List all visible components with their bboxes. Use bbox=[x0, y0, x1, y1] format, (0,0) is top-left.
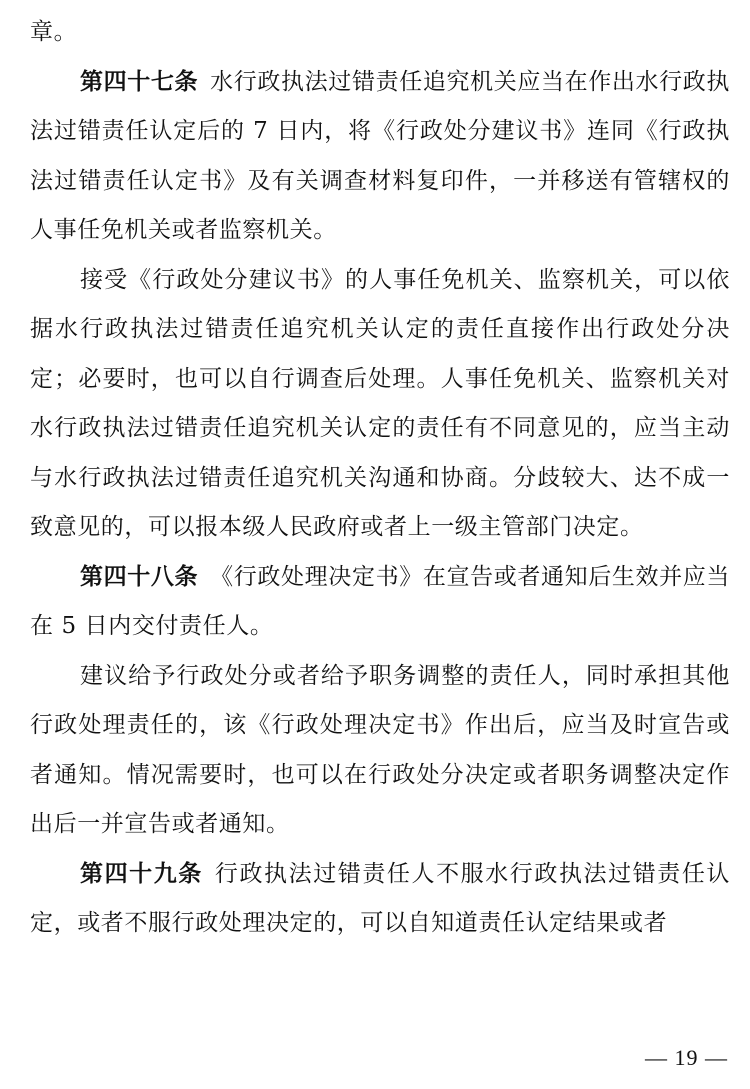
paragraph-text: 行政执法过错责任人不服水行政执法过错责任认定，或者不服行政处理决定的，可以自知道责任认定结果或者 bbox=[30, 860, 731, 936]
article-47-paragraph-2 bbox=[30, 256, 730, 553]
article-48-paragraph-2 bbox=[30, 652, 730, 850]
document-page bbox=[30, 8, 730, 949]
article-label: 第四十九条 bbox=[80, 860, 203, 887]
paragraph-text: 建议给予行政处分或者给予职务调整的责任人，同时承担其他行政处理责任的，该《行政处理决定书》作出后，应当及时宣告或者通知。情况需要时，也可以在行政处分决定或者职务调整决定作出后一并宣告或者通知。 bbox=[30, 662, 730, 837]
paragraph-text: 接受《行政处分建议书》的人事任免机关、监察机关，可以依据水行政执法过错责任追究机关认定的责任直接作出行政处分决定；必要时，也可以自行调查后处理。人事任免机关、监察机关对水行政执法过错责任追究机关认定的责任有不同意见的，应当主动与水行政执法过错责任追究机关沟通和协商。分歧较大、达不成一致意见的，可以报本级人民政府或者上一级主管部门决定。 bbox=[30, 266, 730, 540]
page-number: — 19 — bbox=[645, 1045, 728, 1070]
article-label: 第四十八条 bbox=[80, 563, 199, 590]
article-label: 第四十七条 bbox=[80, 68, 199, 95]
paragraph-text: 《行政处理决定书》在宣告或者通知后生效并应当在 5 日内交付责任人。 bbox=[30, 563, 730, 639]
article-47 bbox=[30, 58, 730, 256]
article-49 bbox=[30, 850, 730, 949]
paragraph-continuation bbox=[30, 8, 730, 58]
paragraph-text: 水行政执法过错责任追究机关应当在作出水行政执法过错责任认定后的 7 日内，将《行政处分建议书》连同《行政执法过错责任认定书》及有关调查材料复印件，一并移送有管辖权的人事任免机关或者监察机关。 bbox=[30, 68, 730, 243]
article-48 bbox=[30, 553, 730, 652]
paragraph-text: 章。 bbox=[30, 19, 78, 45]
